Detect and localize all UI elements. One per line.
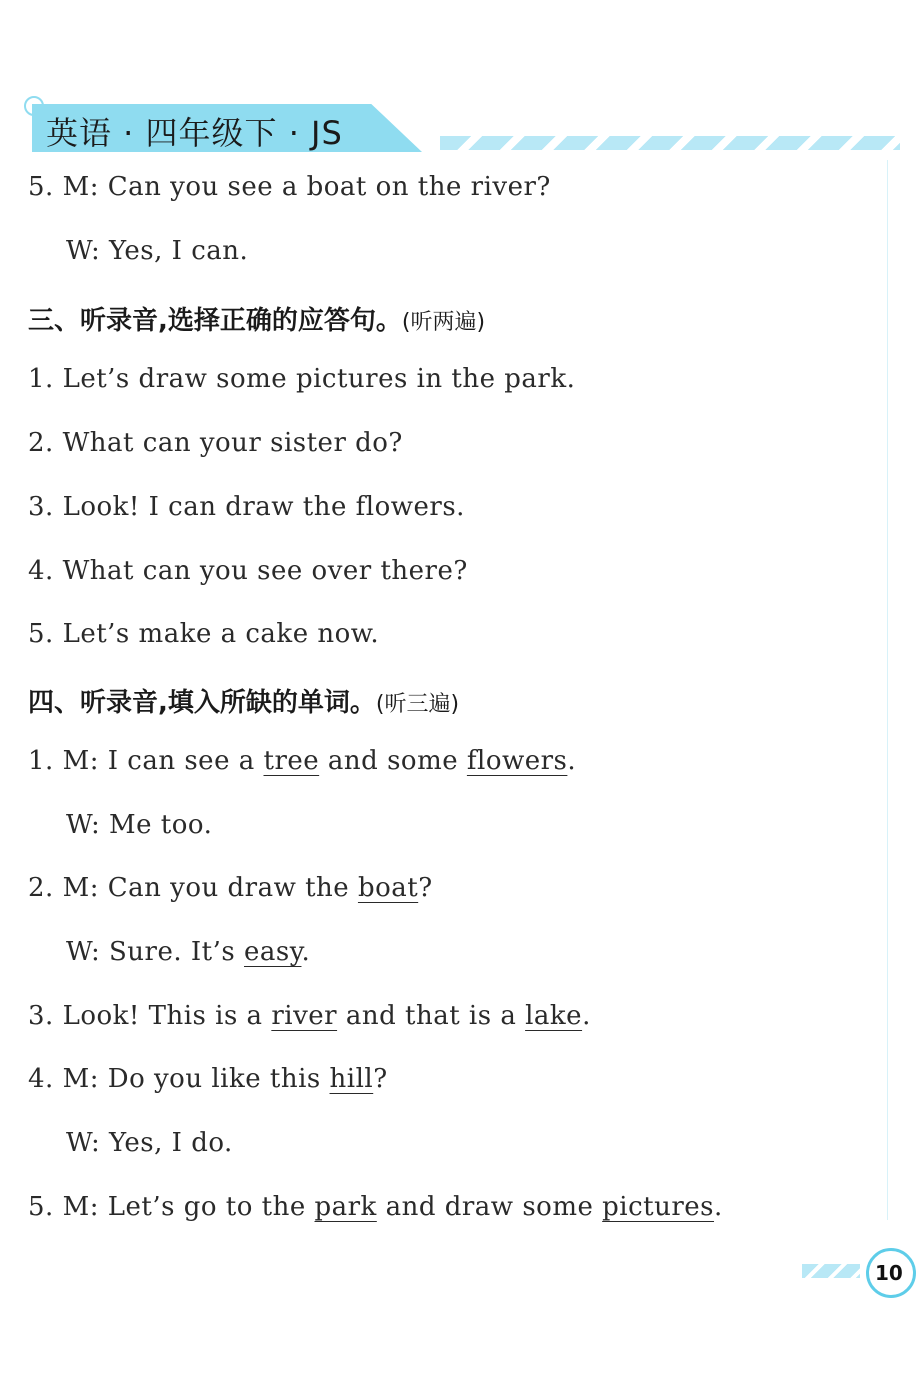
line-text: Sure. It’s bbox=[109, 937, 244, 967]
list-item: 1. Let’s draw some pictures in the park. bbox=[28, 364, 576, 394]
section3-heading bbox=[28, 300, 485, 337]
page-title: 英语 · 四年级下 · JS bbox=[46, 114, 343, 152]
answer-word: park bbox=[314, 1192, 377, 1222]
speaker-label: W: bbox=[66, 810, 109, 840]
speaker-label: M: bbox=[62, 1192, 108, 1222]
speaker-label: W: bbox=[66, 937, 109, 967]
line-text: ? bbox=[418, 873, 433, 903]
dialogue-line bbox=[28, 1064, 388, 1094]
section4-heading bbox=[28, 682, 459, 719]
section3-note: (听两遍) bbox=[401, 310, 486, 335]
section3-title: 三、听录音,选择正确的应答句。 bbox=[28, 306, 402, 336]
speaker-label: M: bbox=[62, 746, 108, 776]
line-text: Yes, I do. bbox=[109, 1128, 233, 1158]
item-number: 1. bbox=[28, 746, 63, 776]
answer-word: pictures bbox=[602, 1192, 715, 1222]
line-text: I can see a bbox=[107, 746, 264, 776]
header-stripes bbox=[440, 136, 900, 150]
line-text: Yes, I can. bbox=[109, 236, 249, 266]
list-item: 5. Let’s make a cake now. bbox=[28, 619, 380, 649]
list-item: 2. What can your sister do? bbox=[28, 428, 403, 458]
dialogue-line bbox=[28, 873, 433, 903]
item-number: 5. bbox=[28, 172, 63, 202]
speaker-label: M: bbox=[62, 172, 108, 202]
list-item: 4. What can you see over there? bbox=[28, 556, 468, 586]
line-text: . bbox=[301, 937, 311, 967]
line-text: and that is a bbox=[337, 1001, 526, 1031]
line-text: Me too. bbox=[109, 810, 213, 840]
answer-word: lake bbox=[525, 1001, 583, 1031]
dialogue-line bbox=[66, 236, 248, 266]
speaker-label: W: bbox=[66, 1128, 109, 1158]
dialogue-line bbox=[28, 746, 576, 776]
section4-title: 四、听录音,填入所缺的单词。 bbox=[28, 688, 376, 718]
dialogue-line bbox=[66, 810, 212, 840]
line-text: ? bbox=[373, 1064, 388, 1094]
speaker-label: M: bbox=[62, 1064, 108, 1094]
item-number: 2. bbox=[28, 873, 63, 903]
answer-word: river bbox=[271, 1001, 338, 1031]
line-text: Look! This is a bbox=[62, 1001, 272, 1031]
section4-note: (听三遍) bbox=[375, 692, 460, 717]
answer-word: hill bbox=[329, 1064, 374, 1094]
line-text: Let’s go to the bbox=[107, 1192, 315, 1222]
answer-word: boat bbox=[357, 873, 419, 903]
dialogue-line bbox=[28, 1192, 723, 1222]
line-text: Do you like this bbox=[107, 1064, 330, 1094]
dialogue-line bbox=[66, 937, 310, 967]
item-number: 3. bbox=[28, 1001, 63, 1031]
line-text: and draw some bbox=[376, 1192, 603, 1222]
line-text: . bbox=[582, 1001, 591, 1031]
answer-word: tree bbox=[263, 746, 320, 776]
line-text: . bbox=[714, 1192, 723, 1222]
answer-word: flowers bbox=[466, 746, 568, 776]
page-number-stripes bbox=[802, 1264, 860, 1278]
speaker-label: W: bbox=[66, 236, 109, 266]
speaker-label: M: bbox=[62, 873, 108, 903]
page-number: 10 bbox=[866, 1248, 916, 1298]
item-number: 5. bbox=[28, 1192, 63, 1222]
line-text: . bbox=[567, 746, 577, 776]
line-text: Can you see a boat on the river? bbox=[107, 172, 551, 202]
answer-word: easy bbox=[244, 937, 302, 967]
item-number: 4. bbox=[28, 1064, 63, 1094]
dialogue-line bbox=[66, 1128, 233, 1158]
dialogue-line bbox=[28, 172, 551, 202]
page-margin-line bbox=[887, 160, 888, 1220]
line-text: and some bbox=[319, 746, 467, 776]
line-text: Can you draw the bbox=[107, 873, 358, 903]
dialogue-line bbox=[28, 1001, 591, 1031]
list-item: 3. Look! I can draw the flowers. bbox=[28, 492, 465, 522]
